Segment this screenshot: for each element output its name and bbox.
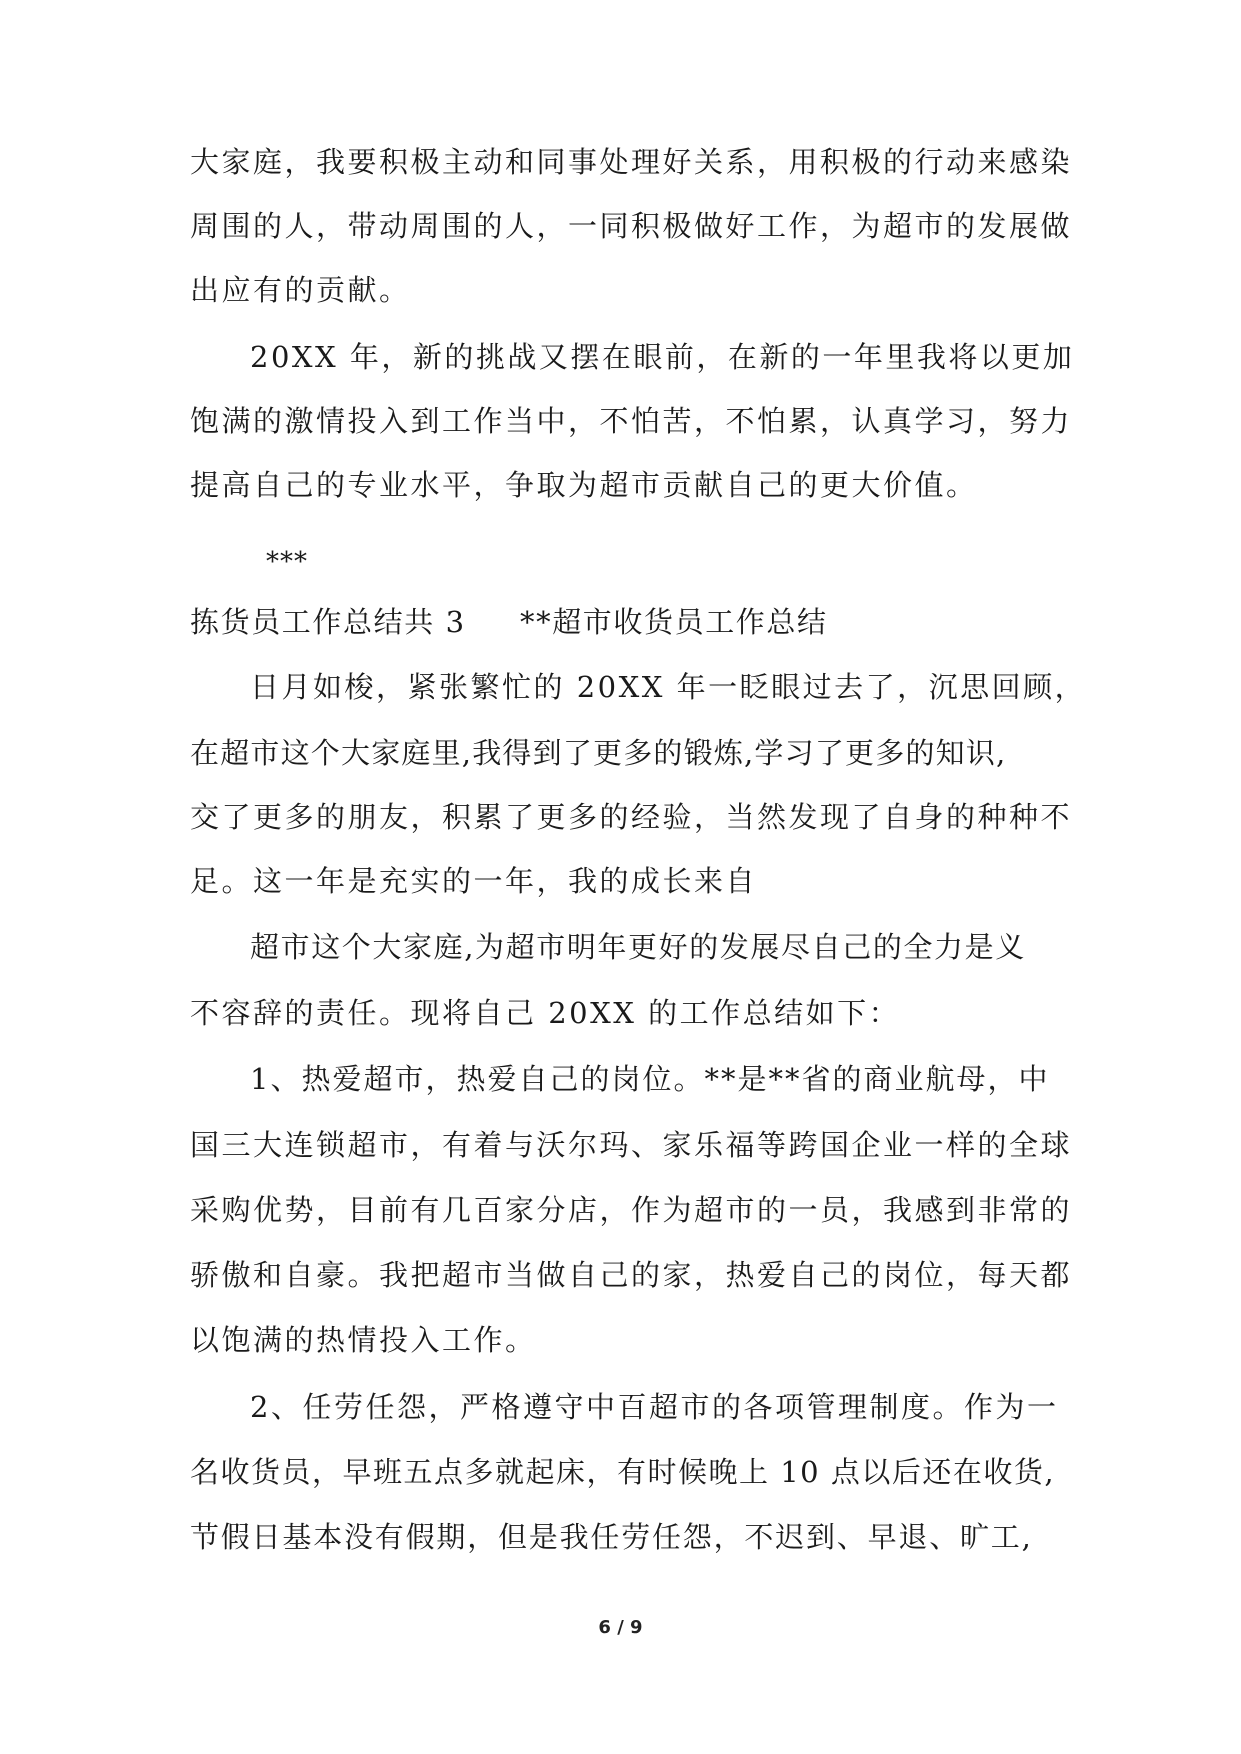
text-line: 骄傲和自豪。我把超市当做自己的家，热爱自己的岗位，每天都 bbox=[190, 1258, 1073, 1292]
text-line: 在超市这个大家庭里,我得到了更多的锻炼,学习了更多的知识, bbox=[190, 736, 1007, 770]
text-line: 以饱满的热情投入工作。 bbox=[190, 1323, 537, 1357]
text-line: 提高自己的专业水平，争取为超市贡献自己的更大价值。 bbox=[190, 468, 978, 502]
text-line: 周围的人，带动周围的人，一同积极做好工作，为超市的发展做 bbox=[190, 209, 1073, 243]
text-line: 采购优势，目前有几百家分店，作为超市的一员，我感到非常的 bbox=[190, 1193, 1073, 1227]
text-line: 国三大连锁超市，有着与沃尔玛、家乐福等跨国企业一样的全球 bbox=[190, 1128, 1073, 1162]
text-line: 不容辞的责任。现将自己 20XX 的工作总结如下： bbox=[190, 996, 901, 1030]
text-line: 饱满的激情投入到工作当中，不怕苦，不怕累，认真学习，努力 bbox=[190, 404, 1073, 438]
separator-stars: *** bbox=[266, 547, 308, 577]
text-line: 交了更多的朋友，积累了更多的经验，当然发现了自身的种种不 bbox=[190, 800, 1073, 834]
text-line: 超市这个大家庭,为超市明年更好的发展尽自己的全力是义 bbox=[250, 930, 1026, 964]
text-line: 大家庭，我要积极主动和同事处理好关系，用积极的行动来感染 bbox=[190, 145, 1073, 179]
section-heading: 拣货员工作总结共 3 bbox=[190, 605, 466, 639]
text-line: 出应有的贡献。 bbox=[190, 273, 411, 307]
page-number: 6 / 9 bbox=[598, 1617, 643, 1638]
text-line: 1、热爱超市，热爱自己的岗位。**是**省的商业航母，中 bbox=[250, 1062, 1050, 1096]
text-line: 节假日基本没有假期，但是我任劳任怨，不迟到、早退、旷工, bbox=[190, 1520, 1033, 1554]
text-line: 2、任劳任怨，严格遵守中百超市的各项管理制度。作为一 bbox=[250, 1390, 1059, 1424]
section-title: **超市收货员工作总结 bbox=[520, 605, 828, 639]
text-line: 名收货员，早班五点多就起床，有时候晚上 10 点以后还在收货, bbox=[190, 1455, 1056, 1489]
text-line: 20XX 年，新的挑战又摆在眼前，在新的一年里我将以更加 bbox=[250, 340, 1075, 374]
text-line: 足。这一年是充实的一年，我的成长来自 bbox=[190, 864, 758, 898]
text-line: 日月如梭，紧张繁忙的 20XX 年一眨眼过去了，沉思回顾， bbox=[250, 670, 1087, 704]
